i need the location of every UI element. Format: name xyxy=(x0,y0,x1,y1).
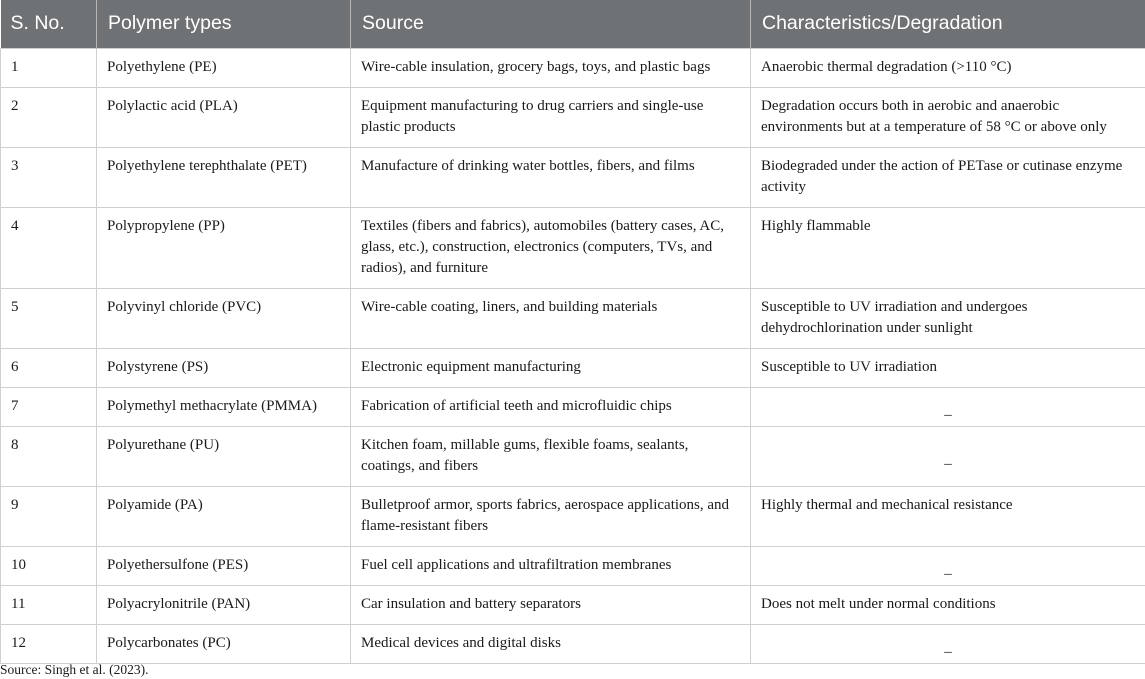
cell-source: Equipment manufacturing to drug carriers and single-use plastic products xyxy=(351,87,751,147)
cell-polymer-type: Polystyrene (PS) xyxy=(97,348,351,387)
table-row xyxy=(1,147,1145,207)
cell-serial-number: 2 xyxy=(1,87,97,147)
empty-value-dash: _ xyxy=(944,560,952,577)
cell-source: Fuel cell applications and ultrafiltration membranes xyxy=(351,546,751,585)
header-source: Source xyxy=(351,0,751,48)
empty-value-dash: _ xyxy=(944,451,952,467)
cell-characteristics xyxy=(751,624,1145,663)
table-row xyxy=(1,585,1145,624)
cell-serial-number: 1 xyxy=(1,48,97,87)
cell-polymer-type: Polymethyl methacrylate (PMMA) xyxy=(97,387,351,426)
source-note: Source: Singh et al. (2023). xyxy=(0,662,149,677)
cell-source: Car insulation and battery separators xyxy=(351,585,751,624)
cell-serial-number: 11 xyxy=(1,585,97,624)
cell-polymer-type: Polyurethane (PU) xyxy=(97,426,351,486)
cell-serial-number: 12 xyxy=(1,624,97,663)
header-polymer-types: Polymer types xyxy=(97,0,351,48)
cell-polymer-type: Polyvinyl chloride (PVC) xyxy=(97,288,351,348)
cell-polymer-type: Polycarbonates (PC) xyxy=(97,624,351,663)
cell-characteristics: Degradation occurs both in aerobic and anaerobic environments but at a temperature of 58 °C or above only xyxy=(751,87,1145,147)
header-characteristics: Characteristics/Degradation xyxy=(751,0,1145,48)
cell-serial-number: 4 xyxy=(1,207,97,288)
table-row xyxy=(1,87,1145,147)
cell-source: Kitchen foam, millable gums, flexible foams, sealants, coatings, and fibers xyxy=(351,426,751,486)
cell-characteristics: Biodegraded under the action of PETase or cutinase enzyme activity xyxy=(751,147,1145,207)
empty-value-dash: _ xyxy=(944,401,952,418)
cell-serial-number: 6 xyxy=(1,348,97,387)
table-row xyxy=(1,486,1145,546)
cell-polymer-type: Polyethylene (PE) xyxy=(97,48,351,87)
cell-source: Bulletproof armor, sports fabrics, aerospace applications, and flame-resistant fibers xyxy=(351,486,751,546)
cell-characteristics xyxy=(751,546,1145,585)
cell-characteristics: Does not melt under normal conditions xyxy=(751,585,1145,624)
table-row xyxy=(1,624,1145,663)
cell-source: Electronic equipment manufacturing xyxy=(351,348,751,387)
empty-value-dash: _ xyxy=(944,638,952,655)
table-row xyxy=(1,348,1145,387)
cell-characteristics: Highly flammable xyxy=(751,207,1145,288)
cell-source: Manufacture of drinking water bottles, fibers, and films xyxy=(351,147,751,207)
cell-polymer-type: Polylactic acid (PLA) xyxy=(97,87,351,147)
cell-characteristics xyxy=(751,426,1145,486)
cell-characteristics: Susceptible to UV irradiation xyxy=(751,348,1145,387)
table-row xyxy=(1,207,1145,288)
cell-polymer-type: Polyethylene terephthalate (PET) xyxy=(97,147,351,207)
table-row xyxy=(1,546,1145,585)
cell-polymer-type: Polyamide (PA) xyxy=(97,486,351,546)
table-row xyxy=(1,387,1145,426)
cell-polymer-type: Polyacrylonitrile (PAN) xyxy=(97,585,351,624)
header-serial-number: S. No. xyxy=(1,0,97,48)
table-body xyxy=(1,48,1145,663)
cell-serial-number: 10 xyxy=(1,546,97,585)
cell-serial-number: 9 xyxy=(1,486,97,546)
cell-polymer-type: Polypropylene (PP) xyxy=(97,207,351,288)
cell-serial-number: 7 xyxy=(1,387,97,426)
cell-serial-number: 5 xyxy=(1,288,97,348)
cell-serial-number: 3 xyxy=(1,147,97,207)
cell-characteristics: Highly thermal and mechanical resistance xyxy=(751,486,1145,546)
cell-source: Fabrication of artificial teeth and microfluidic chips xyxy=(351,387,751,426)
cell-source: Textiles (fibers and fabrics), automobiles (battery cases, AC, glass, etc.), construction, electronics (computers, TVs, and radios), and furniture xyxy=(351,207,751,288)
cell-characteristics: Anaerobic thermal degradation (>110 °C) xyxy=(751,48,1145,87)
table-header xyxy=(1,0,1145,48)
cell-source: Wire-cable coating, liners, and building materials xyxy=(351,288,751,348)
cell-characteristics xyxy=(751,387,1145,426)
table-row xyxy=(1,48,1145,87)
cell-source: Medical devices and digital disks xyxy=(351,624,751,663)
header-row xyxy=(1,0,1145,48)
table-row xyxy=(1,426,1145,486)
table-row xyxy=(1,288,1145,348)
cell-polymer-type: Polyethersulfone (PES) xyxy=(97,546,351,585)
cell-characteristics: Susceptible to UV irradiation and undergoes dehydrochlorination under sunlight xyxy=(751,288,1145,348)
cell-serial-number: 8 xyxy=(1,426,97,486)
cell-source: Wire-cable insulation, grocery bags, toys, and plastic bags xyxy=(351,48,751,87)
